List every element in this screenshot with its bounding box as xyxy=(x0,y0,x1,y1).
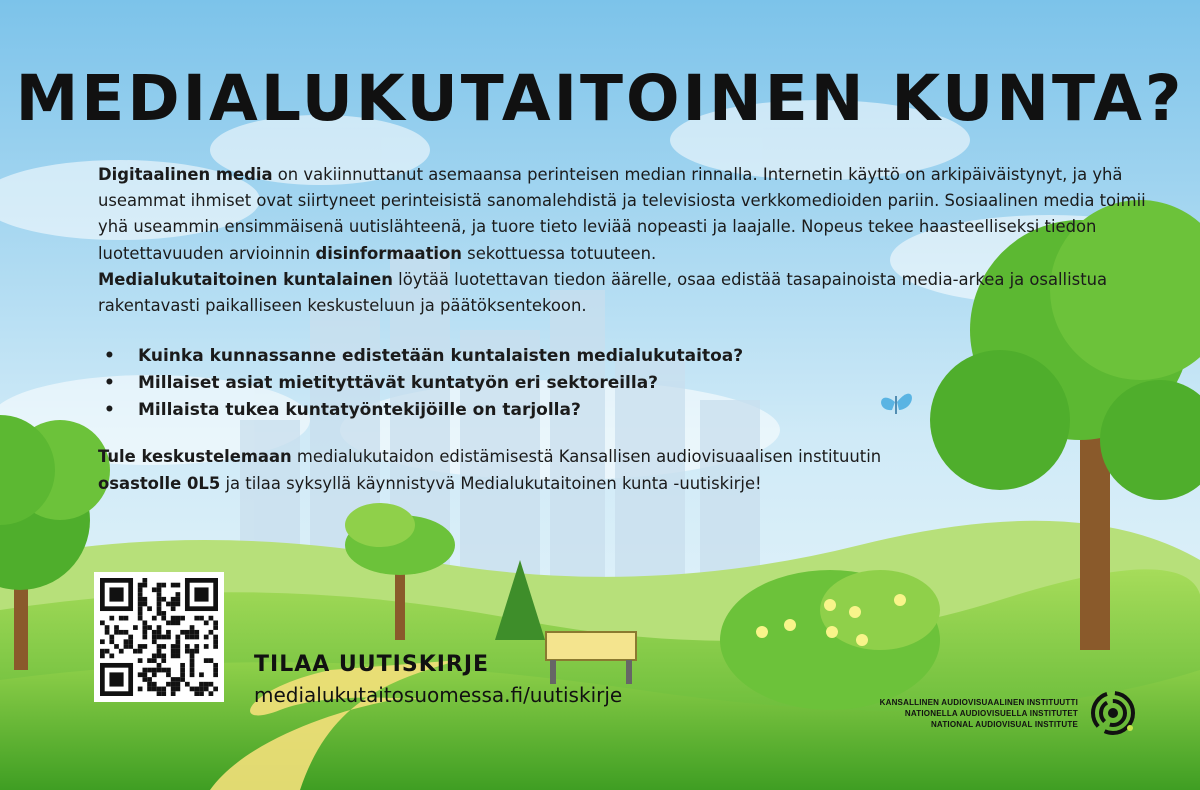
cta-text-1: medialukutaidon edistämisestä Kansallisen audiovisuaalisen instituutin xyxy=(291,447,882,466)
newsletter-heading: TILAA UUTISKIRJE xyxy=(254,652,490,677)
intro-text-1: on vakiinnuttanut asemaansa perinteisen median rinnalla. Internetin käyttö on arkipäiväistynyt, ja yhä useammat ihmiset ovat siirtyneet perinteisistä sanomalehdistä ja televisiosta verkkomedioiden pariin. Sosiaalinen media toimii yhä useammin ensimmäisenä uutislähteenä, ja tuore tieto leviää nopeasti ja laajalle. Nopeus tekee haasteelliseksi tiedon luotettavuuden arvioinnin xyxy=(98,165,1146,263)
bullet: • xyxy=(104,346,115,366)
cta-bold-booth: osastolle 0L5 xyxy=(98,473,221,493)
bullet: • xyxy=(104,400,115,420)
cta-text-2: ja tilaa syksyllä käynnistyvä Medialukutaitoinen kunta -uutiskirje! xyxy=(220,473,762,493)
newsletter-link[interactable]: medialukutaitosuomessa.fi/uutiskirje xyxy=(254,683,623,707)
question-list xyxy=(98,343,898,424)
question-item: • Kuinka kunnassanne edistetään kuntalaisten medialukutaitoa? xyxy=(98,343,898,370)
question-item: • Millaiset asiat mietityttävät kuntatyön eri sektoreilla? xyxy=(98,370,898,397)
logo-text: KANSALLINEN AUDIOVISUAALINEN INSTITUUTTI NATIONELLA AUDIOVISUELLA INSTITUTET NATIONAL AUDIOVISUAL INSTITUTE xyxy=(879,697,1078,729)
cta-bold-1: Tule keskustelemaan xyxy=(98,447,292,466)
intro-text-3: löytää luotettavan tiedon äärelle, osaa edistää tasapainoista media-arkea ja osallistua rakentavasti paikalliseen keskusteluun ja päätöksentekoon. xyxy=(98,269,1108,316)
kavi-logo-icon xyxy=(1090,690,1136,736)
intro-paragraph xyxy=(98,162,1148,319)
kavi-logo xyxy=(880,690,1136,736)
page-title: MEDIALUKUTAITOINEN KUNTA? xyxy=(15,62,1185,135)
intro-bold-digital-media: Digitaalinen media xyxy=(98,165,273,184)
qr-code-icon[interactable] xyxy=(94,572,224,702)
intro-bold-media-literate-citizen: Medialukutaitoinen kuntalainen xyxy=(98,269,393,289)
call-to-action xyxy=(98,444,998,497)
question-item: • Millaista tukea kuntatyöntekijöille on tarjolla? xyxy=(98,397,898,424)
bullet: • xyxy=(104,373,115,393)
intro-bold-disinformation: disinformaation xyxy=(315,243,462,263)
intro-text-2: sekottuessa totuuteen. xyxy=(461,243,657,263)
